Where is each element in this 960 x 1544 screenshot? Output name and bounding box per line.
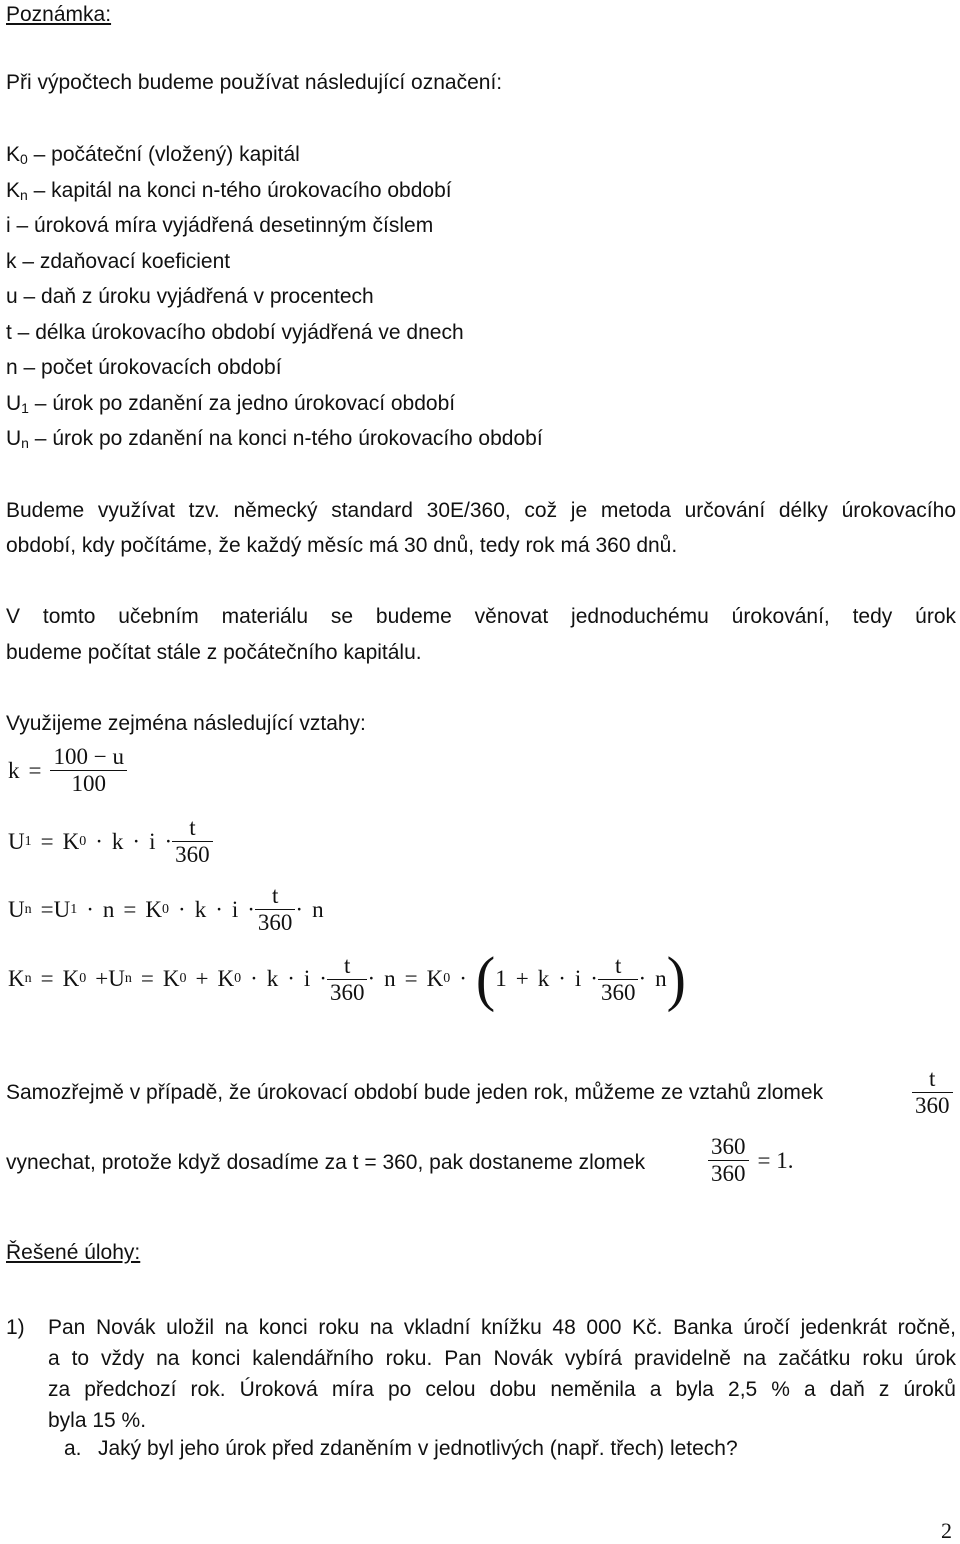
definition-item: $U_1$ – úrok po zdanění za jedno úrokovací období <box>6 392 456 416</box>
sub-question-text: Jaký byl jeho úrok před zdaněním v jednotlivých (např. třech) letech? <box>98 1437 738 1460</box>
formula-k: k = $\frac{100 - u}{100}$ <box>8 744 127 797</box>
task-text: Pan Novák uložil na konci roku na vkladní knížku 48 000 Kč. Banka úročí jedenkrát ročně, a to vždy na konci kalendářního roku. Pan Novák vybírá pravidelně na začátku roku úrok za předchozí rok. Úroková míra po celou dobu neměnila a byla 2,5 % a daň z úroků byla 15 %. <box>48 1316 956 1432</box>
left-paren: ( <box>475 944 496 1013</box>
definition-item: t – délka úrokovacího období vyjádřená ve dnech <box>6 321 464 344</box>
paragraph-material-line1: V tomto učebním materiálu se budeme věnovat jednoduchému úrokování, tedy úrok <box>6 605 956 628</box>
task-number: 1) <box>6 1316 25 1339</box>
fraction-t-360: $\frac{t}{360}$ <box>598 953 639 1006</box>
inline-fraction-360-360: $\frac{360}{360}$ = 1. <box>708 1134 793 1187</box>
definition-item: k – zdaňovací koeficient <box>6 250 231 273</box>
relations-intro: Využijeme zejména následující vztahy: <box>6 712 366 735</box>
fraction-t-360: $\frac{t}{360}$ <box>172 815 213 868</box>
formula-kn: K n = K 0 + U n = K 0 + K 0 · k · i · $\frac{t}{360}$ · n = K 0 · ( 1 + k · i · $\frac{t}{360}$ · n ) <box>8 944 686 1013</box>
formula-un: U n = U 1 · n = K 0 · k · i · $\frac{t}{360}$ · n <box>8 883 324 935</box>
fraction-t-360: $\frac{t}{360}$ <box>327 953 368 1006</box>
definition-item: $K_n$ – kapitál na konci n-tého úrokovacího období <box>6 179 452 203</box>
paragraph-material-line2: budeme počítat stále z počátečního kapitálu. <box>6 641 422 664</box>
definition-item: n – počet úrokovacích období <box>6 356 282 379</box>
definition-item: i – úroková míra vyjádřená desetinným číslem <box>6 214 434 237</box>
inline-fraction-t-360: $\frac{t}{360}$ <box>912 1066 953 1119</box>
paragraph-fraction-line1: Samozřejmě v případě, že úrokovací období bude jeden rok, můžeme ze vztahů zlomek <box>6 1081 824 1104</box>
definition-item: $K_0$ – počáteční (vložený) kapitál <box>6 143 300 167</box>
fraction-k: $\frac{100 - u}{100}$ <box>50 744 126 797</box>
definition-item: u – daň z úroku vyjádřená v procentech <box>6 285 374 308</box>
paragraph-standard-line2: období, kdy počítáme, že každý měsíc má 30 dnů, tedy rok má 360 dnů. <box>6 534 678 557</box>
sub-question-number: a. <box>64 1437 82 1460</box>
solved-heading: Řešené úlohy: <box>6 1241 141 1264</box>
paragraph-standard-line1: Budeme využívat tzv. německý standard 30E/360, což je metoda určování délky úrokovacího <box>6 499 956 522</box>
right-paren: ) <box>666 944 686 1013</box>
definition-item: $U_n$ – úrok po zdanění na konci n-tého úrokovacího období <box>6 427 543 451</box>
formula-u1: U 1 = K 0 · k · i · $\frac{t}{360}$ <box>8 815 213 868</box>
fraction-t-360: $\frac{t}{360}$ <box>255 883 296 936</box>
intro-text: Při výpočtech budeme používat následující označení: <box>6 71 503 94</box>
note-heading: Poznámka: <box>6 3 112 26</box>
paragraph-fraction-line2: vynechat, protože když dosadíme za t = 360, pak dostaneme zlomek <box>6 1151 646 1174</box>
page-number: 2 <box>941 1518 952 1543</box>
